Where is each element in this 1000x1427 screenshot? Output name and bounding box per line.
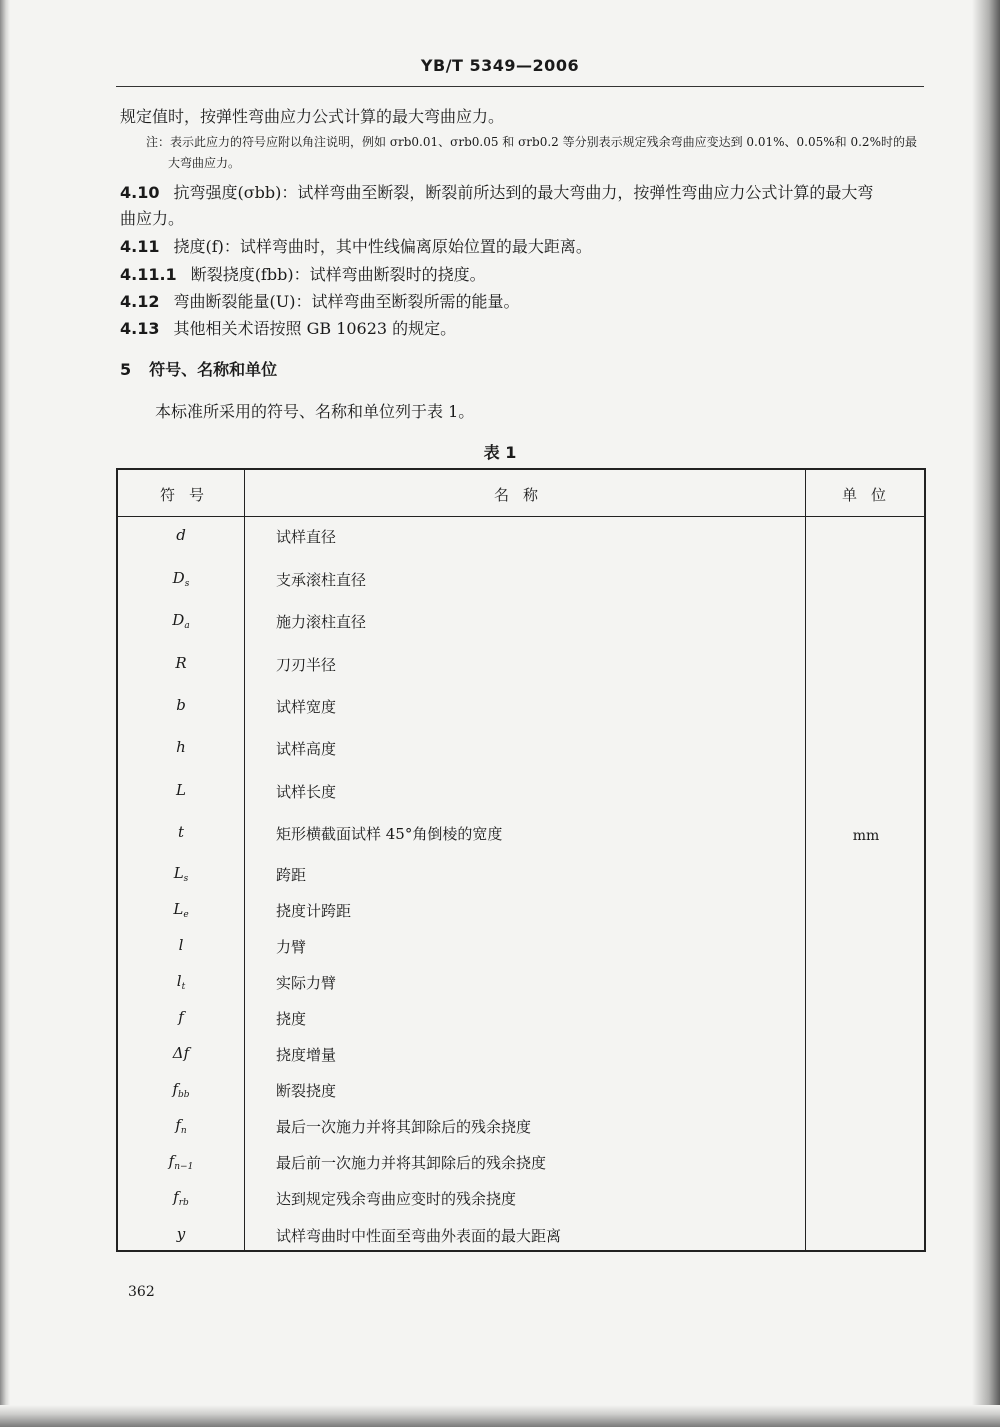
page-edge-shadow-left [0,0,10,1427]
unit-mm: mm [852,828,880,844]
section-intro: 本标准所采用的符号、名称和单位列于表 1。 [155,402,475,421]
table-row-name: 矩形横截面试样 45°角倒棱的宽度 [276,825,503,843]
symbol-main: l [178,936,184,954]
table-row-symbol [118,1080,244,1100]
symbol-main: b [176,696,186,714]
table-row-name: 力臂 [276,938,307,956]
clause-number: 4.11 [120,237,160,256]
symbol-main: f [173,1188,179,1206]
table-column-divider [244,470,245,1250]
table-row-name: 实际力臂 [276,974,337,992]
table-row-symbol [118,1225,244,1243]
header-rule [116,86,924,87]
table-row-name: 试样直径 [276,528,337,546]
table-row-symbol [118,1188,244,1208]
clause-number: 4.13 [120,319,160,338]
table-row-name: 断裂挠度 [276,1082,337,1100]
table-row-name: 挠度计跨距 [276,902,352,920]
clause-text: 其他相关术语按照 GB 10623 的规定。 [173,319,457,338]
section-title: 符号、名称和单位 [149,360,278,379]
clause-4-13 [120,316,456,339]
symbol-subscript: a [184,621,190,631]
table-row-symbol [118,1152,244,1172]
symbols-table [116,468,926,1252]
table-header-rule [118,516,924,517]
table-row-symbol [118,936,244,954]
table-row-name: 刀刃半径 [276,656,337,674]
symbol-subscript: t [181,982,186,992]
table-row-name: 试样长度 [276,783,337,801]
clause-number: 4.10 [120,183,160,202]
section-heading [120,357,277,380]
clause-number: 4.12 [120,292,160,311]
table-row-symbol [118,654,244,672]
symbol-subscript: s [184,579,190,589]
table-row-name: 挠度 [276,1010,307,1028]
clause-text: 弯曲断裂能量(U)：试样弯曲至断裂所需的能量。 [173,292,520,311]
table-row-symbol [118,823,244,841]
symbol-main: D [172,611,185,629]
symbol-main: h [176,738,186,756]
table-row-symbol [118,972,244,992]
symbol-main: l [176,972,182,990]
table-row-name: 试样高度 [276,740,337,758]
table-row-symbol [118,569,244,589]
header-name: 名称 [494,486,553,504]
table-row-name: 试样宽度 [276,698,337,716]
table-row-symbol [118,611,244,631]
table-row-name: 试样弯曲时中性面至弯曲外表面的最大距离 [276,1227,562,1245]
clause-4-11-1 [120,262,486,285]
table-row-symbol [118,864,244,884]
page-number: 362 [128,1284,155,1300]
symbol-main: f [178,1008,184,1026]
symbol-subscript: n [180,1126,187,1136]
page-edge-shadow-bottom [0,1405,1000,1427]
clause-text: 挠度(f)：试样弯曲时，其中性线偏离原始位置的最大距离。 [173,237,592,256]
clause-text: 抗弯强度(σbb)：试样弯曲至断裂，断裂前所达到的最大弯曲力，按弹性弯曲应力公式计算的最大弯 [173,183,874,202]
page-header: YB/T 5349—2006 [420,56,580,75]
clause-number: 4.11.1 [120,265,177,284]
table-row-name: 最后一次施力并将其卸除后的残余挠度 [276,1118,532,1136]
symbol-subscript: rb [178,1198,189,1208]
clause-4-12 [120,289,519,312]
table-row-symbol [118,526,244,544]
table-row-symbol [118,1044,244,1062]
symbol-main: L [173,864,184,882]
table-row-name: 施力滚柱直径 [276,613,367,631]
table-row-name: 支承滚柱直径 [276,571,367,589]
symbol-main: L [173,900,184,918]
table-row-symbol [118,781,244,799]
symbol-subscript: e [183,910,189,920]
table-row-name: 最后前一次施力并将其卸除后的残余挠度 [276,1154,547,1172]
table-row-symbol [118,900,244,920]
symbol-subscript: n−1 [174,1162,194,1172]
symbol-main: D [172,569,185,587]
table-title: 表 1 [483,443,517,462]
symbol-main: f [172,1080,179,1098]
note-line-1: 注：表示此应力的符号应附以角注说明，例如 σrb0.01、σrb0.05 和 σrb0.2 等分别表示规定残余弯曲应变达到 0.01%、0.05%和 0.2%时的最 [146,135,917,149]
page-edge-shadow-right [972,0,1000,1427]
table-row-symbol [118,1008,244,1026]
symbol-main: f [168,1152,175,1170]
header-unit: 单位 [842,486,901,504]
symbol-main: y [176,1225,186,1243]
table-row-name: 跨距 [276,866,307,884]
table-row-name: 挠度增量 [276,1046,337,1064]
symbol-main: t [177,823,185,841]
symbol-main: d [176,526,186,544]
table-row-symbol [118,696,244,714]
section-number: 5 [120,360,132,379]
table-row-name: 达到规定残余弯曲应变时的残余挠度 [276,1190,517,1208]
table-row-symbol [118,738,244,756]
symbol-main: L [176,781,186,799]
clause-text: 断裂挠度(fbb)：试样弯曲断裂时的挠度。 [190,265,486,284]
table-row-symbol [118,1116,244,1136]
symbol-subscript: bb [178,1090,190,1100]
symbol-subscript: s [183,874,189,884]
note-line-2: 大弯曲应力。 [168,156,241,170]
symbol-main: Δf [172,1044,190,1062]
symbol-main: f [175,1116,181,1134]
table-column-divider [805,470,806,1250]
header-symbol: 符号 [160,486,219,504]
clause-4-10 [120,180,873,203]
paragraph-continuation: 规定值时，按弹性弯曲应力公式计算的最大弯曲应力。 [120,107,505,126]
clause-4-10-continuation: 曲应力。 [120,209,185,228]
symbol-main: R [175,654,187,672]
clause-4-11 [120,234,592,257]
